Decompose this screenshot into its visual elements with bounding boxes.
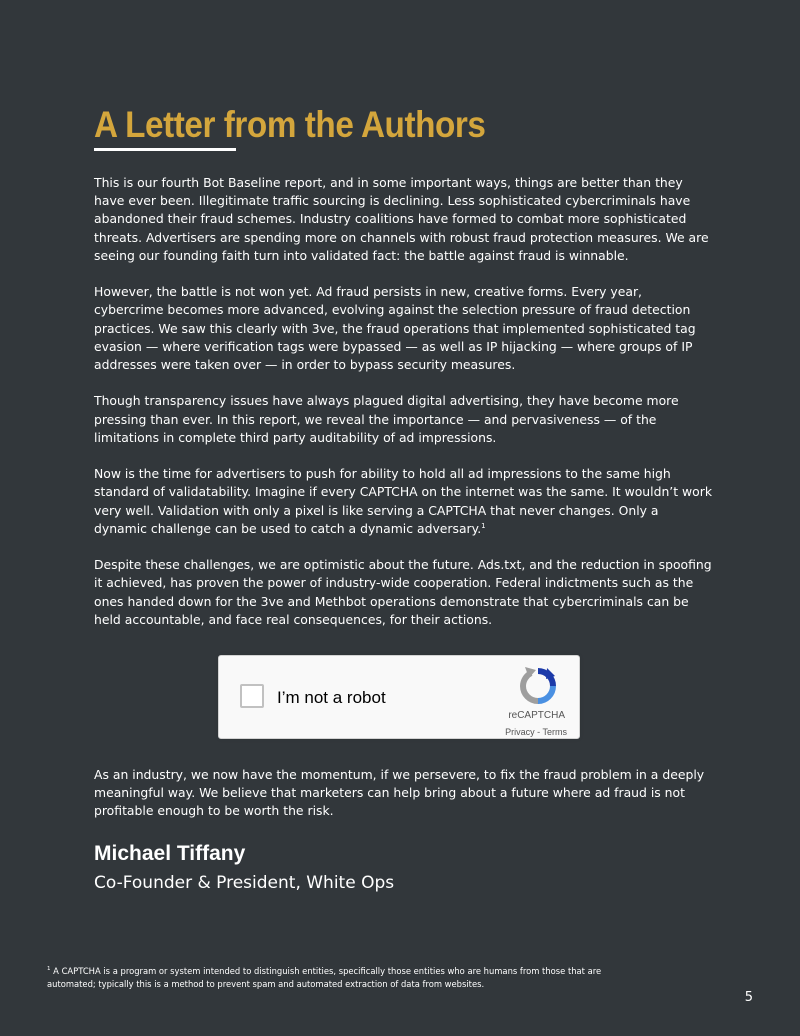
- recaptcha-brand: reCAPTCHA: [508, 710, 565, 721]
- recaptcha-checkbox[interactable]: [240, 684, 264, 708]
- paragraph-4: [94, 465, 714, 538]
- recaptcha-widget: [218, 655, 580, 739]
- recaptcha-label: I’m not a robot: [277, 688, 386, 707]
- paragraph-5: Despite these challenges, we are optimistic about the future. Ads.txt, and the reduction in spoofing it achieved, has proven the power of industry-wide cooperation. Federal indictments such as the ones handed down for the 3ve and Methbot operations demonstrate that cybercriminals can be held accountable, and face real consequences, for their actions.: [94, 557, 712, 627]
- footnote-marker: 1: [47, 966, 51, 973]
- recaptcha-links: [505, 727, 567, 738]
- paragraph-2: However, the battle is not won yet. Ad fraud persists in new, creative forms. Every year, cybercrime becomes more advanced, evolving against the selection pressure of fraud detection practices. We saw this clearly with 3ve, the fraud operations that implemented sophisticated tag evasion — where verification tags were bypassed — as well as IP hijacking — where groups of IP addresses were taken over — in order to bypass security measures.: [94, 284, 696, 373]
- privacy-link[interactable]: Privacy: [505, 727, 535, 737]
- recaptcha-logo-icon: [517, 665, 559, 707]
- paragraph-4-text: Now is the time for advertisers to push for ability to hold all ad impressions to the same high standard of validatability. Imagine if every CAPTCHA on the internet was the same. It wouldn’t work very well. Validation with only a pixel is like serving a CAPTCHA that never changes. Only a dynamic challenge can be used to catch a dynamic adversary.: [94, 466, 713, 536]
- links-separator: -: [534, 727, 543, 737]
- page-number: 5: [744, 990, 753, 1005]
- paragraph-3: Though transparency issues have always plagued digital advertising, they have become more pressing than ever. In this report, we reveal the importance — and pervasiveness — of the limitations in complete third party auditability of ad impressions.: [94, 393, 679, 445]
- author-name: Michael Tiffany: [94, 842, 246, 865]
- page-title: A Letter from the Authors: [94, 104, 486, 145]
- author-title: Co-Founder & President, White Ops: [94, 873, 395, 893]
- footnote-reference: 1: [481, 521, 486, 530]
- letter-body: [94, 174, 714, 647]
- paragraph-1: This is our fourth Bot Baseline report, and in some important ways, things are better than they have ever been. Illegitimate traffic sourcing is declining. Less sophisticated cybercriminals have abandoned their fraud schemes. Industry coalitions have formed to combat more sophisticated threats. Advertisers are spending more on channels with robust fraud protection measures. We are seeing our founding faith turn into validated fact: the battle against fraud is winnable.: [94, 175, 709, 263]
- title-underline: [94, 148, 236, 151]
- footnote: [47, 965, 627, 991]
- terms-link[interactable]: Terms: [542, 727, 567, 737]
- footnote-text: A CAPTCHA is a program or system intended to distinguish entities, specifically those entities who are humans from those that are automated; typically this is a method to prevent spam and automated extraction of data from websites.: [47, 966, 602, 989]
- closing-paragraph: As an industry, we now have the momentum, if we persevere, to fix the fraud problem in a deeply meaningful way. We believe that marketers can help bring about a future where ad fraud is not profitable enough to be worth the risk.: [94, 767, 705, 819]
